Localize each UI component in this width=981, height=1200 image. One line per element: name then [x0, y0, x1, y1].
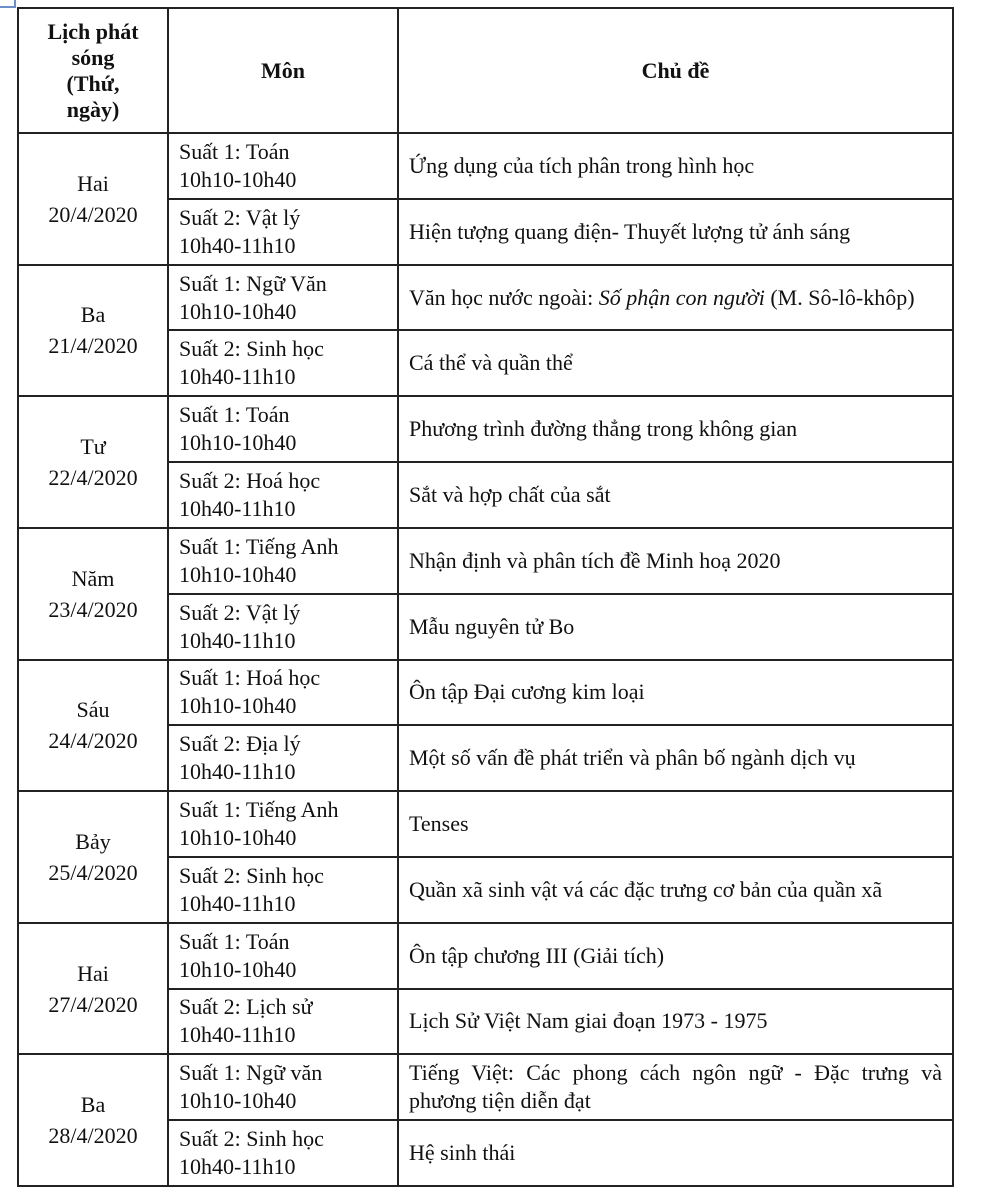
session-time: 10h40-11h10 — [179, 890, 296, 916]
topic-cell — [398, 265, 953, 331]
day-name: Năm — [71, 565, 115, 591]
subject-cell — [168, 199, 398, 265]
topic-text: Lịch Sử Việt Nam giai đoạn 1973 - 1975 — [409, 1008, 768, 1034]
date-header-line: Lịch phát — [47, 18, 139, 44]
topic-text: Ứng dụng của tích phân trong hình học — [409, 152, 755, 178]
session-time: 10h10-10h40 — [179, 825, 297, 851]
session-time: 10h40-11h10 — [179, 232, 296, 258]
date-header-line: sóng — [71, 44, 115, 70]
topic-text: Hiện tượng quang điện- Thuyết lượng tử ánh sáng — [409, 218, 851, 244]
session-subject: Suất 1: Toán — [179, 138, 290, 164]
day-date: 25/4/2020 — [48, 859, 138, 885]
topic-suffix: (M. Sô-lô-khôp) — [764, 284, 915, 310]
subject-cell — [168, 462, 398, 528]
topic-cell — [398, 989, 953, 1055]
topic-text: Ôn tập chương III (Giải tích) — [409, 942, 665, 968]
topic-prefix: Văn học nước ngoài: — [409, 284, 599, 310]
date-header-line: ngày) — [66, 96, 120, 122]
subject-column-header: Môn — [168, 8, 398, 133]
topic-text: Tenses — [409, 811, 469, 837]
subject-cell — [168, 725, 398, 791]
date-header-line: (Thứ, — [66, 70, 120, 96]
session-subject: Suất 1: Tiếng Anh — [179, 533, 339, 559]
topic-cell — [398, 857, 953, 923]
subject-cell — [168, 660, 398, 726]
session-time: 10h10-10h40 — [179, 166, 297, 192]
broadcast-day-cell — [18, 791, 168, 923]
subject-cell — [168, 396, 398, 462]
subject-cell — [168, 330, 398, 396]
subject-cell — [168, 923, 398, 989]
topic-text: Phương trình đường thẳng trong không gian — [409, 416, 798, 442]
day-name: Tư — [80, 434, 106, 460]
session-subject: Suất 1: Ngữ Văn — [179, 270, 327, 296]
session-subject: Suất 2: Hoá học — [179, 467, 321, 493]
topic-text: Tiếng Việt: Các phong cách ngôn ngữ - Đặc trưng và phương tiện diễn đạt — [409, 1060, 942, 1114]
topic-text: Sắt và hợp chất của sắt — [409, 481, 611, 507]
table-row — [18, 923, 953, 989]
session-time: 10h40-11h10 — [179, 1154, 296, 1180]
session-time: 10h10-10h40 — [179, 430, 297, 456]
session-time: 10h40-11h10 — [179, 495, 296, 521]
session-subject: Suất 1: Ngữ văn — [179, 1060, 323, 1086]
topic-cell — [398, 725, 953, 791]
session-subject: Suất 2: Sinh học — [179, 336, 324, 362]
session-time: 10h40-11h10 — [179, 627, 296, 653]
table-row — [18, 265, 953, 331]
session-subject: Suất 1: Toán — [179, 402, 290, 428]
session-time: 10h10-10h40 — [179, 561, 297, 587]
session-time: 10h10-10h40 — [179, 956, 297, 982]
topic-italic-title: Số phận con người — [598, 284, 765, 310]
topic-cell — [398, 396, 953, 462]
day-date: 23/4/2020 — [48, 596, 138, 622]
date-column-header — [18, 8, 168, 133]
session-subject: Suất 2: Vật lý — [179, 204, 301, 230]
day-date: 20/4/2020 — [48, 201, 138, 227]
broadcast-day-cell — [18, 1054, 168, 1186]
table-row — [18, 528, 953, 594]
topic-text: Hệ sinh thái — [409, 1140, 516, 1166]
broadcast-schedule-table — [17, 7, 954, 1187]
broadcast-day-cell — [18, 660, 168, 792]
topic-cell — [398, 528, 953, 594]
topic-text: Nhận định và phân tích đề Minh hoạ 2020 — [409, 547, 781, 573]
day-name: Hai — [77, 170, 109, 196]
topic-text: Cá thể và quần thể — [409, 350, 573, 376]
day-date: 28/4/2020 — [48, 1123, 138, 1149]
session-time: 10h10-10h40 — [179, 298, 297, 324]
table-row — [18, 791, 953, 857]
session-time: 10h40-11h10 — [179, 759, 296, 785]
topic-text — [409, 284, 942, 312]
broadcast-day-cell — [18, 528, 168, 660]
session-time: 10h40-11h10 — [179, 1022, 296, 1048]
session-subject: Suất 1: Hoá học — [179, 665, 321, 691]
topic-cell — [398, 1120, 953, 1186]
broadcast-day-cell — [18, 923, 168, 1055]
day-name: Sáu — [76, 697, 110, 723]
day-name: Hai — [77, 960, 109, 986]
subject-cell — [168, 133, 398, 199]
topic-text: Một số vấn đề phát triển và phân bố ngành dịch vụ — [409, 745, 856, 771]
topic-cell — [398, 462, 953, 528]
topic-column-header: Chủ đề — [398, 8, 953, 133]
day-date: 24/4/2020 — [48, 728, 138, 754]
subject-cell — [168, 528, 398, 594]
day-date: 21/4/2020 — [48, 333, 138, 359]
session-subject: Suất 1: Tiếng Anh — [179, 797, 339, 823]
topic-text: Mẫu nguyên tử Bo — [409, 613, 575, 639]
session-subject: Suất 2: Vật lý — [179, 599, 301, 625]
subject-cell — [168, 1120, 398, 1186]
broadcast-day-cell — [18, 133, 168, 265]
day-name: Bảy — [75, 828, 111, 854]
session-time: 10h40-11h10 — [179, 364, 296, 390]
subject-cell — [168, 857, 398, 923]
session-subject: Suất 2: Sinh học — [179, 1126, 324, 1152]
day-date: 27/4/2020 — [48, 991, 138, 1017]
session-time: 10h10-10h40 — [179, 693, 297, 719]
table-row — [18, 133, 953, 199]
table-row — [18, 1054, 953, 1120]
subject-cell — [168, 989, 398, 1055]
schedule-body — [18, 133, 953, 1186]
session-subject: Suất 2: Lịch sử — [179, 994, 313, 1020]
topic-text: Quần xã sinh vật vá các đặc trưng cơ bản của quần xã — [409, 876, 883, 902]
topic-cell — [398, 923, 953, 989]
day-name: Ba — [80, 1092, 106, 1118]
corner-marker — [0, 0, 16, 8]
session-subject: Suất 2: Địa lý — [179, 731, 301, 757]
session-time: 10h10-10h40 — [179, 1088, 297, 1114]
topic-cell — [398, 791, 953, 857]
topic-cell — [398, 594, 953, 660]
broadcast-day-cell — [18, 396, 168, 528]
day-name: Ba — [80, 302, 106, 328]
day-date: 22/4/2020 — [48, 465, 138, 491]
topic-cell — [398, 330, 953, 396]
subject-cell — [168, 265, 398, 331]
topic-text: Ôn tập Đại cương kim loại — [409, 679, 645, 705]
topic-cell — [398, 133, 953, 199]
subject-cell — [168, 791, 398, 857]
subject-cell — [168, 1054, 398, 1120]
session-subject: Suất 2: Sinh học — [179, 862, 324, 888]
broadcast-day-cell — [18, 265, 168, 397]
topic-cell — [398, 199, 953, 265]
session-subject: Suất 1: Toán — [179, 928, 290, 954]
topic-cell — [398, 1054, 953, 1120]
topic-cell — [398, 660, 953, 726]
header-row — [18, 8, 953, 133]
table-row — [18, 660, 953, 726]
subject-cell — [168, 594, 398, 660]
table-row — [18, 396, 953, 462]
